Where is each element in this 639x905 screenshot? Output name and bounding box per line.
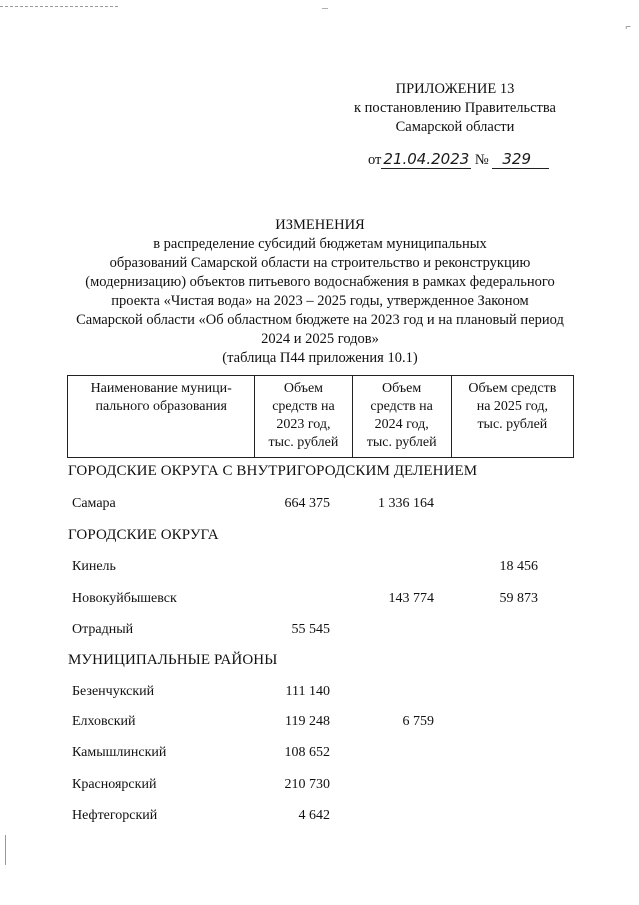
header-municipality	[68, 376, 255, 458]
amount-2023: 108 652	[284, 745, 330, 760]
header-text: тыс. рублей	[268, 435, 339, 450]
municipality-name: Самара	[72, 496, 116, 511]
amount-2023: 111 140	[285, 684, 330, 699]
amount-2023: 119 248	[285, 714, 330, 729]
municipality-name: Камышлинский	[72, 745, 167, 760]
amount-2023: 55 545	[291, 622, 330, 637]
scan-artifact-speck	[5, 835, 6, 865]
section-row	[0, 652, 639, 672]
appendix-resolution-ref: к постановлению Правительства	[354, 100, 556, 116]
table-row	[0, 714, 639, 734]
table-row	[0, 622, 639, 642]
amount-2023: 4 642	[298, 808, 330, 823]
section-title: ГОРОДСКИЕ ОКРУГА С ВНУТРИГОРОДСКИМ ДЕЛЕНИЕМ	[68, 463, 478, 479]
title-line: образований Самарской области на строительство и реконструкцию	[109, 255, 531, 271]
title-line: Самарской области «Об областном бюджете на 2023 год и на плановый период	[76, 312, 564, 328]
table-reference: (таблица П44 приложения 10.1)	[222, 350, 418, 366]
document-title-block	[40, 216, 600, 368]
amount-2023: 210 730	[284, 777, 330, 792]
scan-artifact-line	[0, 6, 118, 7]
document-heading: ИЗМЕНЕНИЯ	[275, 217, 365, 233]
header-text: 2024 год,	[374, 417, 429, 432]
municipality-name: Безенчукский	[72, 684, 155, 699]
header-text: тыс. рублей	[477, 417, 548, 432]
appendix-region: Самарской области	[395, 119, 515, 135]
amount-2025: 18 456	[499, 559, 538, 574]
table-header	[67, 375, 574, 458]
order-from-label: от	[368, 152, 382, 168]
amount-2025: 59 873	[499, 591, 538, 606]
amount-2024: 6 759	[402, 714, 434, 729]
order-number: 329	[492, 150, 549, 169]
header-text: пального образования	[95, 399, 227, 414]
header-text: Объем	[283, 381, 324, 396]
scan-corner-mark: ⌐	[625, 22, 631, 33]
header-2024	[352, 376, 451, 458]
municipality-name: Отрадный	[72, 622, 134, 637]
table-row	[0, 559, 639, 579]
table-row	[0, 684, 639, 704]
table-row	[0, 496, 639, 516]
header-text: тыс. рублей	[366, 435, 437, 450]
header-text: Объем средств	[468, 381, 557, 396]
municipality-name: Нефтегорский	[72, 808, 158, 823]
section-title: ГОРОДСКИЕ ОКРУГА	[68, 527, 219, 543]
title-line: 2024 и 2025 годов»	[261, 331, 379, 347]
header-text: 2023 год,	[276, 417, 331, 432]
table-row	[0, 745, 639, 765]
header-text: средств на	[272, 399, 335, 414]
appendix-block	[320, 80, 590, 137]
table-row	[0, 591, 639, 611]
table-row	[0, 808, 639, 828]
title-line: проекта «Чистая вода» на 2023 – 2025 годы, утвержденное Законом	[111, 293, 529, 309]
scan-artifact-mark	[322, 8, 328, 9]
amount-2024: 143 774	[388, 591, 434, 606]
appendix-number: ПРИЛОЖЕНИЕ 13	[395, 81, 515, 97]
amount-2023: 664 375	[284, 496, 330, 511]
section-row	[0, 463, 639, 483]
municipality-name: Елховский	[72, 714, 136, 729]
municipality-name: Новокуйбышевск	[72, 591, 177, 606]
header-text: на 2025 год,	[476, 399, 549, 414]
header-text: Объем	[382, 381, 422, 396]
header-2025	[451, 376, 573, 458]
order-line	[368, 150, 549, 169]
table-header-row	[68, 376, 574, 458]
municipality-name: Красноярский	[72, 777, 157, 792]
header-2023	[255, 376, 352, 458]
order-number-label: №	[474, 152, 489, 168]
order-date: 21.04.2023	[383, 150, 470, 168]
section-title: МУНИЦИПАЛЬНЫЕ РАЙОНЫ	[68, 652, 278, 668]
section-row	[0, 527, 639, 547]
header-text: Наименование муници-	[90, 381, 232, 396]
title-line: в распределение субсидий бюджетам муниципальных	[153, 236, 487, 252]
title-line: (модернизацию) объектов питьевого водоснабжения в рамках федерального	[85, 274, 555, 290]
header-text: средств на	[370, 399, 433, 414]
table-row	[0, 777, 639, 797]
municipality-name: Кинель	[72, 559, 116, 574]
amount-2024: 1 336 164	[378, 496, 434, 511]
